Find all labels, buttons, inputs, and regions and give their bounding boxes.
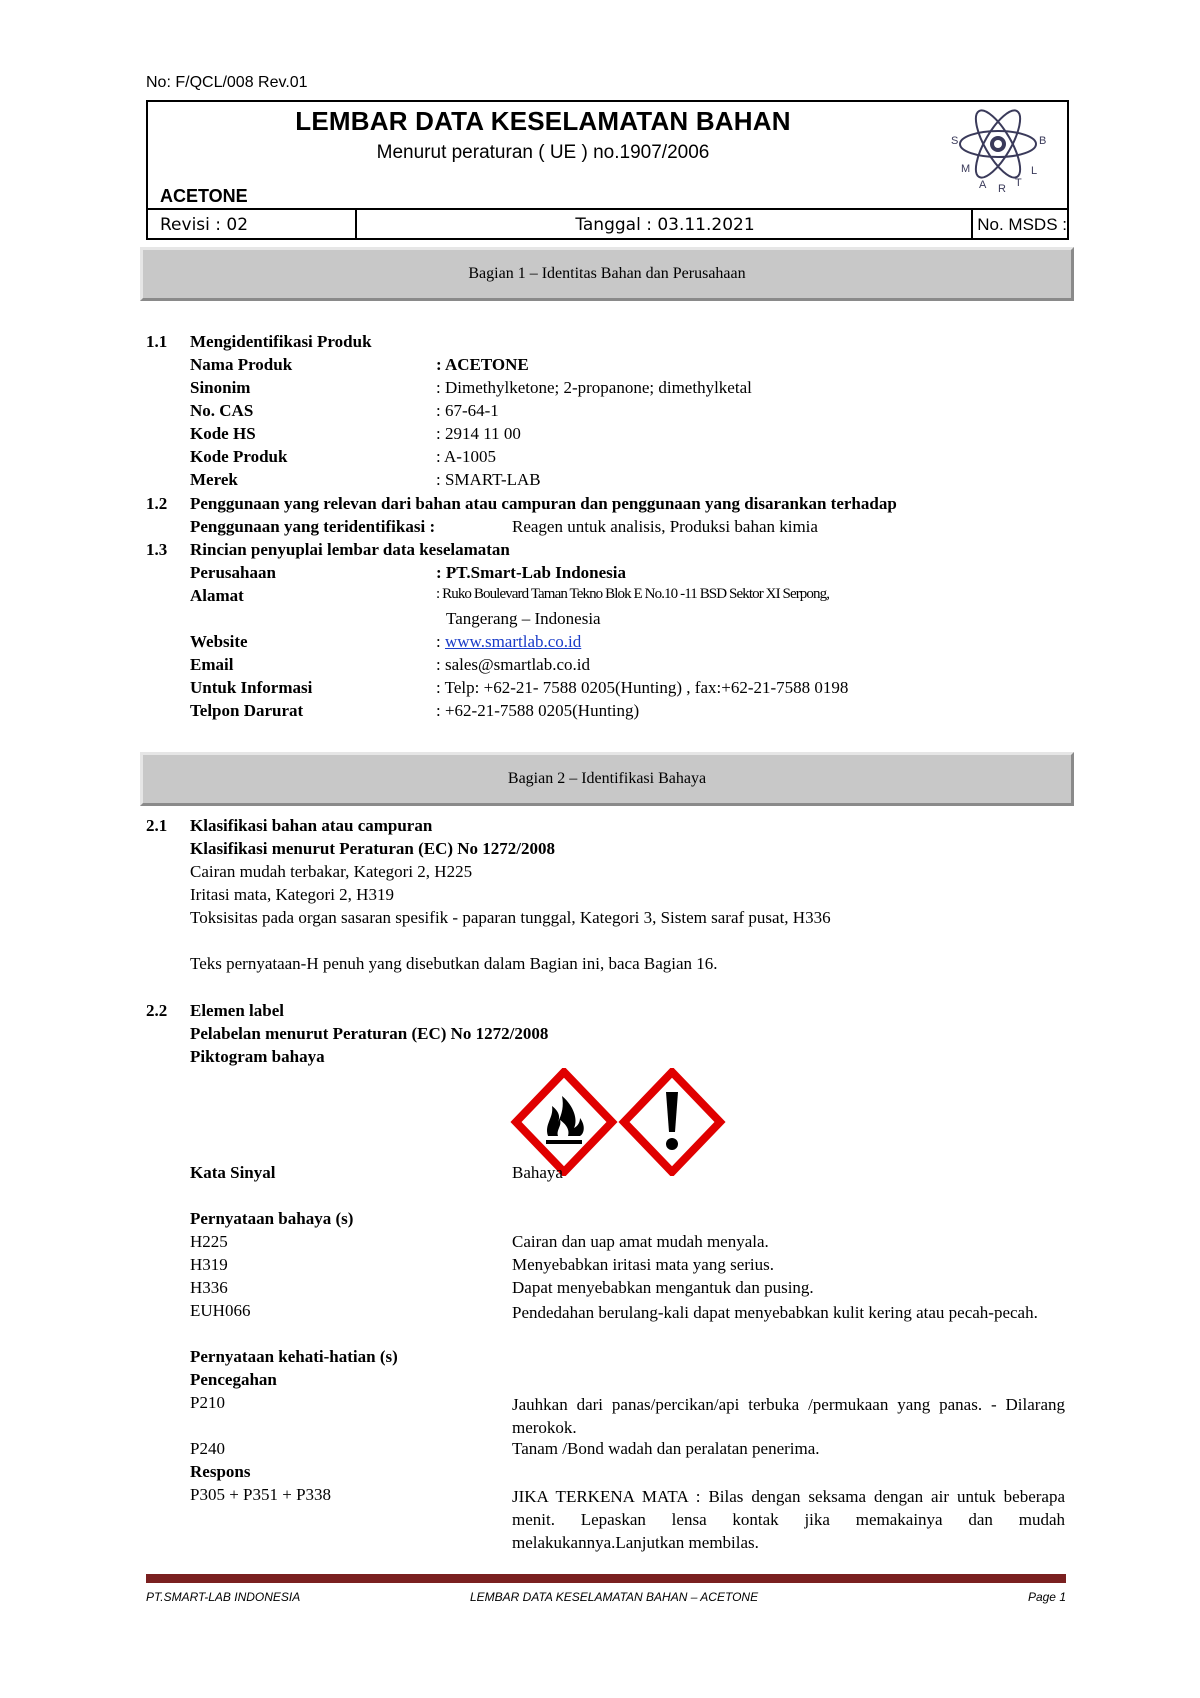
field-value: : Dimethylketone; 2-propanone; dimethylketal <box>436 378 752 397</box>
svg-text:R: R <box>998 183 1006 195</box>
precaution-text: Tanam /Bond wadah dan peralatan penerima. <box>512 1439 820 1458</box>
hazard-text: Pendedahan berulang-kali dapat menyebabkan kulit kering atau pecah-pecah. <box>512 1303 1038 1322</box>
classification-note: Teks pernyataan-H penuh yang disebutkan dalam Bagian ini, baca Bagian 16. <box>190 954 718 973</box>
signal-word-label: Kata Sinyal <box>190 1163 276 1182</box>
document-header <box>146 100 1069 240</box>
hazard-pictograms <box>508 1068 728 1176</box>
exclamation-pictogram <box>624 1072 720 1172</box>
svg-text:M: M <box>961 163 971 175</box>
field-value: : +62-21-7588 0205(Hunting) <box>436 701 640 720</box>
section-subheading: Pelabelan menurut Peraturan (EC) No 1272/2008 <box>190 1024 549 1043</box>
signal-word-value: Bahaya <box>512 1163 563 1182</box>
product-name: ACETONE <box>160 186 248 206</box>
response-text: JIKA TERKENA MATA : Bilas dengan seksama dengan air untuk beberapa menit. Lepaskan lensa kontak jika memakainya dan mudah melakukannya.Lanjutkan membilas. <box>512 1487 1065 1552</box>
classification-line: Iritasi mata, Kategori 2, H319 <box>190 885 394 904</box>
hazard-heading: Pernyataan bahaya (s) <box>190 1209 354 1228</box>
document-subtitle: Menurut peraturan ( UE ) no.1907/2006 <box>376 142 710 163</box>
field-value: : 2914 11 00 <box>436 424 521 443</box>
hazard-code: EUH066 <box>190 1301 251 1320</box>
field-label: Penggunaan yang teridentifikasi : <box>190 517 436 536</box>
classification-line: Toksisitas pada organ sasaran spesifik - paparan tunggal, Kategori 3, Sistem saraf pusat, H336 <box>190 908 831 927</box>
hazard-code: H336 <box>190 1278 228 1297</box>
field-label: Merek <box>190 470 238 489</box>
field-value: : 67-64-1 <box>436 401 499 420</box>
footer-page: Page 1 <box>1027 1590 1066 1604</box>
field-label: Alamat <box>190 586 244 605</box>
header-info-row <box>148 208 1067 240</box>
field-label: Website <box>190 632 248 651</box>
precaution-code: P210 <box>190 1393 225 1412</box>
field-label: Sinonim <box>190 378 251 397</box>
field-label: Nama Produk <box>190 355 293 374</box>
precaution-heading: Pernyataan kehati-hatian (s) <box>190 1347 398 1366</box>
field-label: Untuk Informasi <box>190 678 313 697</box>
document-number: No: F/QCL/008 Rev.01 <box>146 74 308 91</box>
field-value: Tangerang – Indonesia <box>446 609 601 628</box>
precaution-text: Jauhkan dari panas/percikan/api terbuka /permukaan yang panas. - Dilarang merokok. <box>512 1395 1065 1437</box>
svg-text:A: A <box>979 179 987 191</box>
field-value: Reagen untuk analisis, Produksi bahan kimia <box>512 517 818 536</box>
section-number: 1.3 <box>146 540 168 559</box>
section-heading: Klasifikasi bahan atau campuran <box>190 816 433 835</box>
hazard-code: H225 <box>190 1232 228 1251</box>
section-heading: Rincian penyuplai lembar data keselamatan <box>190 540 510 559</box>
hazard-text: Menyebabkan iritasi mata yang serius. <box>512 1255 775 1274</box>
svg-text:T: T <box>1015 177 1022 189</box>
hazard-code: H319 <box>190 1255 228 1274</box>
section-number: 2.1 <box>146 816 168 835</box>
field-value: : PT.Smart-Lab Indonesia <box>436 563 627 582</box>
hazard-text: Dapat menyebabkan mengantuk dan pusing. <box>512 1278 814 1297</box>
revision: Revisi : 02 <box>160 215 249 235</box>
field-label: Kode Produk <box>190 447 288 466</box>
footer-rule <box>146 1574 1066 1583</box>
hazard-text: Cairan dan uap amat mudah menyala. <box>512 1232 769 1251</box>
section-number: 1.2 <box>146 494 168 513</box>
section-subheading: Klasifikasi menurut Peraturan (EC) No 1272/2008 <box>190 839 556 858</box>
issue-date: Tanggal : 03.11.2021 <box>575 215 755 235</box>
field-value: : ACETONE <box>436 355 529 374</box>
prevention-heading: Pencegahan <box>190 1370 277 1389</box>
section-heading: Elemen label <box>190 1001 284 1020</box>
document-title: LEMBAR DATA KESELAMATAN BAHAN <box>295 106 791 136</box>
response-code: P305 + P351 + P338 <box>190 1485 332 1504</box>
pictogram-label: Piktogram bahaya <box>190 1047 325 1066</box>
section-number: 1.1 <box>146 332 168 351</box>
section-number: 2.2 <box>146 1001 168 1020</box>
field-value: : Ruko Boulevard Taman Tekno Blok E No.10 -11 BSD Sektor XI Serpong, <box>436 586 830 602</box>
classification-line: Cairan mudah terbakar, Kategori 2, H225 <box>190 862 473 881</box>
field-label: Telpon Darurat <box>190 701 304 720</box>
section-heading: Mengidentifikasi Produk <box>190 332 372 351</box>
flame-pictogram <box>516 1072 612 1172</box>
field-value: : sales@smartlab.co.id <box>436 655 590 674</box>
section-1-bar: Bagian 1 – Identitas Bahan dan Perusahaan <box>140 247 1074 301</box>
footer-company: PT.SMART-LAB INDONESIA <box>146 1590 301 1604</box>
section-2-bar: Bagian 2 – Identifikasi Bahaya <box>140 752 1074 806</box>
footer-title: LEMBAR DATA KESELAMATAN BAHAN – ACETONE <box>470 1590 759 1604</box>
website-link[interactable]: www.smartlab.co.id <box>444 632 582 651</box>
field-label: No. CAS <box>190 401 254 420</box>
smartlab-logo <box>943 104 1053 208</box>
response-heading: Respons <box>190 1462 251 1481</box>
field-value: : www.smartlab.co.id <box>436 632 582 651</box>
field-label: Perusahaan <box>190 563 276 582</box>
field-label: Email <box>190 655 234 674</box>
field-value: : A-1005 <box>436 447 496 466</box>
svg-text:L: L <box>1031 165 1038 177</box>
field-value: : Telp: +62-21- 7588 0205(Hunting) , fax:+62-21-7588 0198 <box>436 678 849 697</box>
svg-text:B: B <box>1039 135 1047 147</box>
section-heading: Penggunaan yang relevan dari bahan atau campuran dan penggunaan yang disarankan terhadap <box>190 494 897 513</box>
svg-text:S: S <box>951 135 959 147</box>
field-value: : SMART-LAB <box>436 470 541 489</box>
msds-number: No. MSDS : <box>977 215 1067 234</box>
precaution-code: P240 <box>190 1439 225 1458</box>
field-label: Kode HS <box>190 424 256 443</box>
